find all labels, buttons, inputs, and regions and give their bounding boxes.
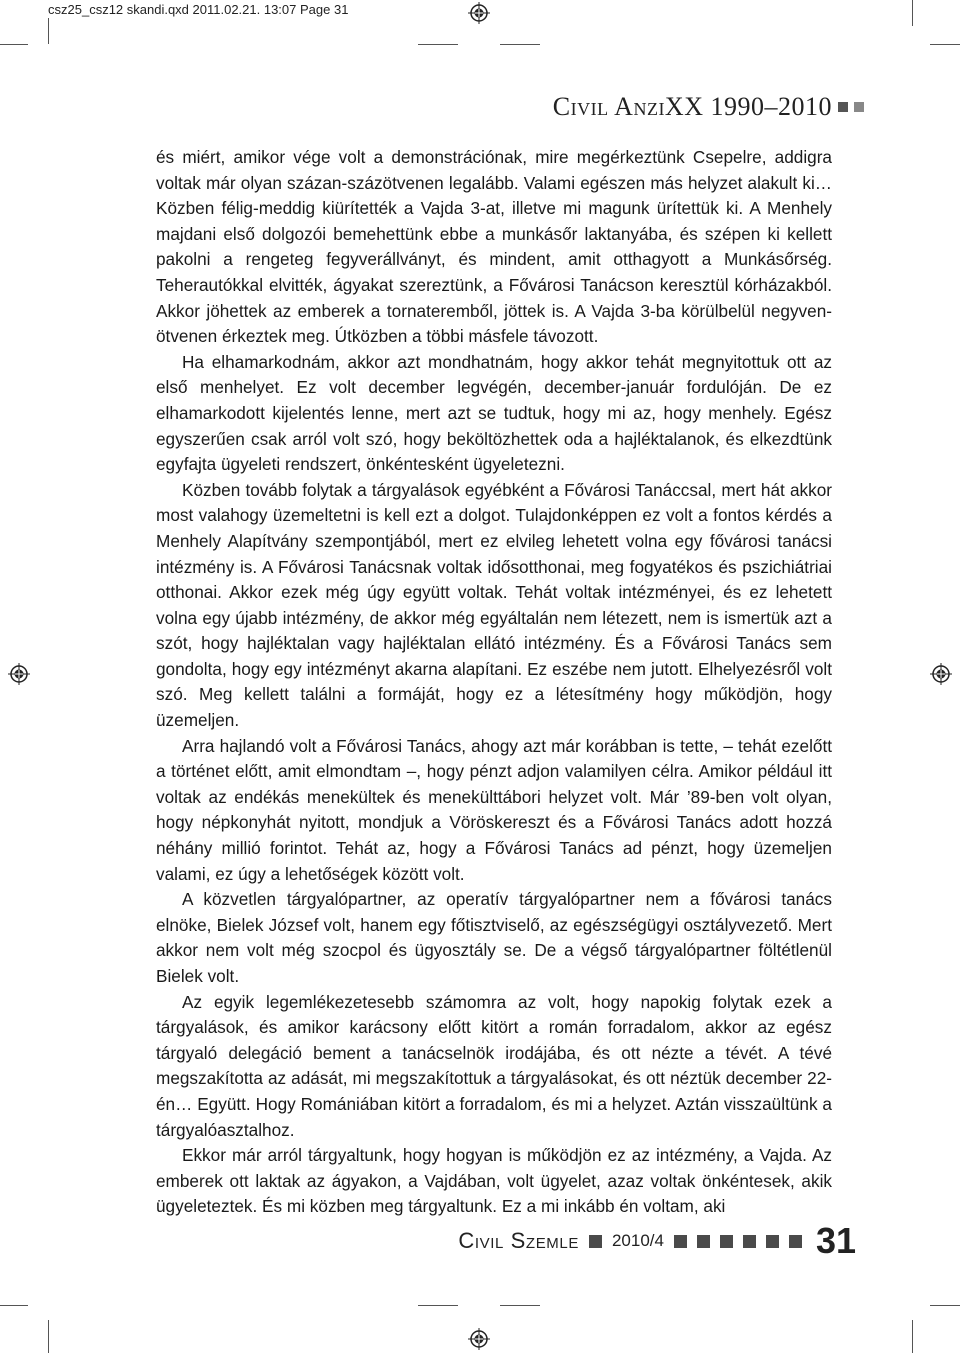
crop-mark-top-mid-left (418, 44, 458, 45)
file-slug: csz25_csz12 skandi.qxd 2011.02.21. 13:07 Page 31 (48, 2, 349, 17)
paragraph: Ekkor már arról tárgyaltunk, hogy hogyan is működjön ez az intézmény, a Vajda. Az emberek ott laktak az ágyakon, a Vajdában, volt ügyelet, azaz voltak önkéntesek, akik ügyeleteztek. És mi közben meg tárgyaltunk. Ez a mi inkább én voltam, aki (156, 1145, 832, 1217)
square-bullet-icon (838, 102, 848, 112)
crop-mark-top-left-h (0, 44, 28, 45)
registration-mark-right-icon (930, 663, 952, 685)
crop-mark-top-left-v (48, 18, 49, 44)
article-body (156, 145, 832, 1220)
page-number: 31 (815, 1220, 856, 1261)
crop-mark-bottom-mid-right (500, 1305, 540, 1306)
square-bullet-icon (743, 1235, 756, 1248)
paragraph: Ha elhamarkodnám, akkor azt mondhatnám, hogy akkor tehát megnyitottuk ott az első menhelyet. Ez volt december legvégén, december-január fordulóján. De ez elhamarkodott kijelentés lenne, mert azt se tudtuk, hogy mi az, hogy menhely. Egész egyszerűen csak arról volt szó, hogy beköltözhettek oda a hajléktalanok, és elkezdtünk egyfajta ügyeleti rendszert, önkéntesként ügyeletezni. (156, 351, 832, 475)
square-bullet-icon (697, 1235, 710, 1248)
paragraph: és miért, amikor vége volt a demonstrációnak, mire megérkeztünk Csepelre, addigra voltak már olyan százan-százötvenen legalább. Valami egészen más helyzet alakult ki… Közben félig-meddig kiürítették a Vajda 3-at, illetve mi magunk ürítettük ki. A Menhely majdani első dolgozói bemehettünk ebbe a munkásőr laktanyába, és szépen ki kellett pakolni a rengeteg fegyverállványt, és mindent, amit otthagyott a Munkásőrség. Teherautókkal elvitték, ágyakat szereztünk, a Fővárosi Tanácson keresztül kórházakból. Akkor jöhettek az emberek a tornateremből, jöttek is. A Vajda 3-ba körülbelül negyven-ötvenen érkeztek meg. Útközben a többi másfele távozott. (156, 147, 832, 347)
square-bullet-icon (766, 1235, 779, 1248)
journal-name: Civil Szemle (458, 1228, 579, 1253)
crop-mark-top-right-h (930, 44, 960, 45)
crop-mark-bottom-left-v (48, 1320, 49, 1353)
crop-mark-bottom-right-h (930, 1305, 960, 1306)
paragraph: Közben tovább folytak a tárgyalások egyébként a Fővárosi Tanáccsal, mert hát akkor most valahogy üzemeltetni is kell ezt a dolgot. Tulajdonképpen ez volt a fontos kérdés a Menhely Alapítvány szempontjából, mert ez elvileg lehetett volna egy fővárosi tanácsi intézmény is. A Fővárosi Tanácsnak voltak idősotthonai, meg fogyatékos és pszichiátriai otthonai. Akkor ezek még úgy együtt voltak. Tehát voltak intézményei, és ez lehetett volna egy újabb intézmény, de akkor még egyáltalán nem létezett, nem is ismertük azt a szót, hogy hajléktalan vagy hajléktalan ellátó intézmény. És a Fővárosi Tanács sem gondolta, hogy egy intézményt akarna alapítani. Ez eszébe nem jutott. Elhelyezésről volt szó. Meg kellett találni a formáját, hogy ez a létesítmény hogy működjön, hogy üzemeljen. (156, 479, 832, 731)
running-head-title: Civil AnziXX 1990–2010 (552, 92, 832, 121)
square-bullet-icon (854, 102, 864, 112)
crop-mark-bottom-right-v (912, 1320, 913, 1353)
registration-mark-bottom-icon (468, 1328, 490, 1350)
paragraph: Az egyik legemlékezetesebb számomra az volt, hogy napokig folytak ezek a tárgyalások, és amikor karácsony előtt kitört a román forradalom, akkor az egész tárgyaló delegáció bement a tanácselnök irodájába, és ott nézte a tévét. A tévé megszakította az adását, mi megszakítottuk a tárgyalásokat, és ott néztük december 22-én… Együtt. Hogy Romániában kitört a forradalom, és mi a helyzet. Aztán visszaültünk a tárgyalóasztalhoz. (156, 991, 832, 1140)
crop-mark-top-mid-right (500, 44, 540, 45)
paragraph: Arra hajlandó volt a Fővárosi Tanács, ahogy azt már korábban is tette, – tehát ezelőtt a történet előtt, amit elmondtam –, hogy pénzt adjon valamilyen célra. Amikor például itt voltak az endékás menekültek és menekülttábori helyzet volt. Már ’89-ben volt olyan, hogy népkonyhát nyitott, mondjuk a Vöröskereszt és a Fővárosi Tanács adott hozzá néhány millió forintot. Tehát az, hogy a Fővárosi Tanács ad pénzt, hogy üzemeljen valami, ez úgy a lehetőségek között volt. (156, 735, 832, 884)
square-bullet-icon (720, 1235, 733, 1248)
square-bullet-icon (589, 1235, 602, 1248)
square-bullet-icon (789, 1235, 802, 1248)
square-bullet-icon (674, 1235, 687, 1248)
registration-mark-left-icon (8, 663, 30, 685)
running-head (553, 92, 864, 122)
registration-mark-top-icon (468, 2, 490, 24)
issue-number: 2010/4 (611, 1231, 664, 1250)
paragraph: A közvetlen tárgyalópartner, az operatív tárgyalópartner nem a fővárosi tanács elnöke, Bielek József volt, hanem egy főtisztviselő, az egészségügyi osztályvezető. Mert akkor nem volt még szocpol és ügyosztály se. De a végső tárgyalópartner föltétlenül Bielek volt. (156, 889, 832, 986)
crop-mark-top-right-v (912, 0, 913, 26)
crop-mark-bottom-mid-left (418, 1305, 458, 1306)
crop-mark-bottom-left-h (0, 1305, 28, 1306)
page-footer (458, 1220, 856, 1262)
